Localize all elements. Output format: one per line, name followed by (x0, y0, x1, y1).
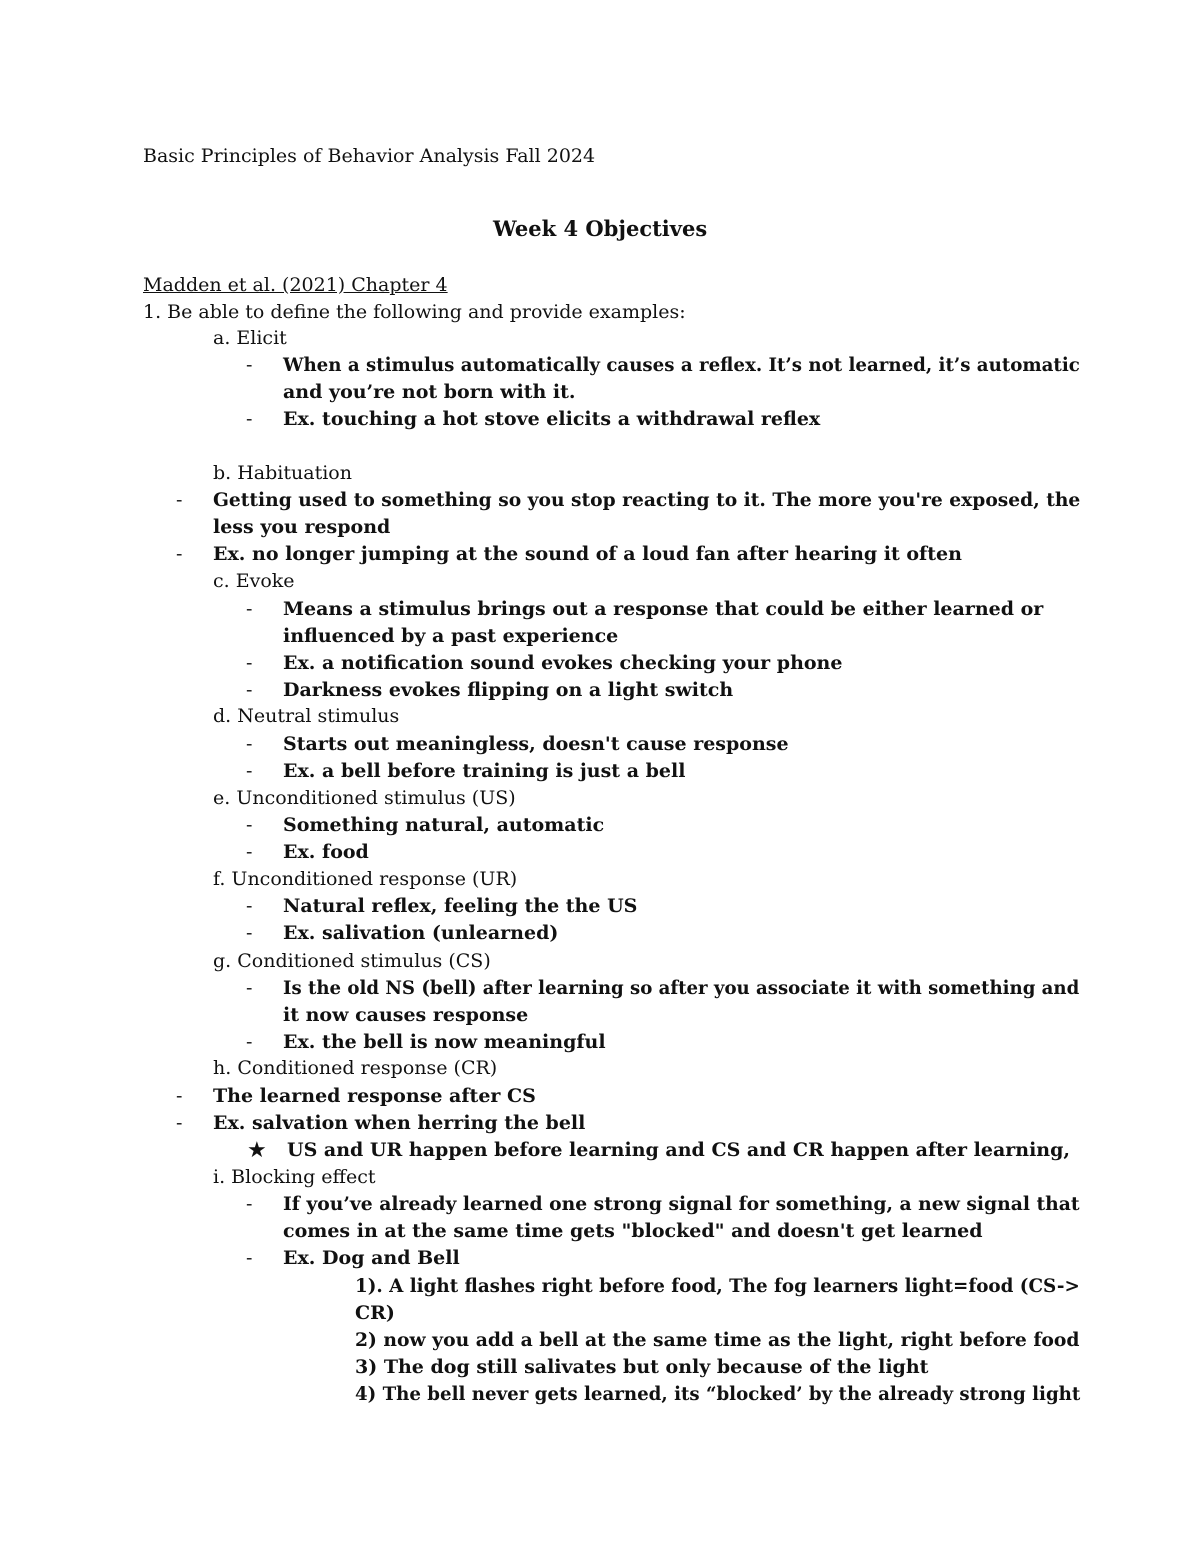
term-h-note: US and UR happen before learning and CS and CR happen after learning, (287, 1139, 1071, 1161)
blocking-step: 4) The bell never gets learned, its “blocked’ by the already strong light (355, 1383, 1081, 1405)
term-e-example: Ex. food (283, 841, 369, 863)
bullet-dash: - (176, 1085, 183, 1107)
bullet-dash: - (246, 1247, 253, 1269)
term-c-label: c. Evoke (213, 570, 295, 592)
term-a-definition: When a stimulus automatically causes a reflex. It’s not learned, it’s automatic (283, 354, 1080, 376)
term-b-definition: Getting used to something so you stop reacting to it. The more you're exposed, the (213, 489, 1081, 511)
blocking-step: CR) (355, 1302, 395, 1324)
term-b-label: b. Habituation (213, 462, 352, 484)
bullet-dash: - (246, 895, 253, 917)
term-c-definition-cont: influenced by a past experience (283, 625, 619, 647)
term-f-example: Ex. salivation (unlearned) (283, 922, 559, 944)
blocking-step: 3) The dog still salivates but only because of the light (355, 1356, 929, 1378)
bullet-dash: - (246, 922, 253, 944)
bullet-dash: - (246, 354, 253, 376)
bullet-dash: - (246, 733, 253, 755)
objective-1: 1. Be able to define the following and provide examples: (143, 301, 686, 323)
term-a-example: Ex. touching a hot stove elicits a withdrawal reflex (283, 408, 821, 430)
term-d-label: d. Neutral stimulus (213, 705, 400, 727)
term-d-example: Ex. a bell before training is just a bell (283, 760, 686, 782)
blocking-step: 2) now you add a bell at the same time as the light, right before food (355, 1329, 1080, 1351)
bullet-dash: - (246, 1193, 253, 1215)
bullet-dash: - (246, 977, 253, 999)
term-g-definition-cont: it now causes response (283, 1004, 529, 1026)
term-b-example: Ex. no longer jumping at the sound of a loud fan after hearing it often (213, 543, 962, 565)
source-reference: Madden et al. (2021) Chapter 4 (143, 274, 448, 296)
term-c-example-1: Ex. a notification sound evokes checking your phone (283, 652, 843, 674)
term-i-example: Ex. Dog and Bell (283, 1247, 460, 1269)
term-f-label: f. Unconditioned response (UR) (213, 868, 518, 890)
bullet-dash: - (246, 814, 253, 836)
term-e-definition: Something natural, automatic (283, 814, 605, 836)
blocking-step: 1). A light flashes right before food, The fog learners light=food (CS-> (355, 1275, 1080, 1297)
term-h-example: Ex. salvation when herring the bell (213, 1112, 586, 1134)
term-g-definition: Is the old NS (bell) after learning so after you associate it with something and (283, 977, 1080, 999)
term-f-definition: Natural reflex, feeling the the US (283, 895, 638, 917)
term-i-label: i. Blocking effect (213, 1166, 376, 1188)
term-c-example-2: Darkness evokes flipping on a light switch (283, 679, 734, 701)
star-icon: ★ (247, 1138, 267, 1163)
bullet-dash: - (246, 841, 253, 863)
term-b-definition-cont: less you respond (213, 516, 391, 538)
bullet-dash: - (176, 543, 183, 565)
bullet-dash: - (246, 598, 253, 620)
page-title: Week 4 Objectives (493, 216, 708, 241)
term-c-definition: Means a stimulus brings out a response that could be either learned or (283, 598, 1044, 620)
bullet-dash: - (176, 489, 183, 511)
term-d-definition: Starts out meaningless, doesn't cause response (283, 733, 789, 755)
bullet-dash: - (246, 679, 253, 701)
course-header: Basic Principles of Behavior Analysis Fall 2024 (143, 145, 596, 167)
bullet-dash: - (246, 652, 253, 674)
term-g-label: g. Conditioned stimulus (CS) (213, 950, 491, 972)
term-g-example: Ex. the bell is now meaningful (283, 1031, 606, 1053)
term-i-definition-cont: comes in at the same time gets "blocked" and doesn't get learned (283, 1220, 983, 1242)
bullet-dash: - (246, 1031, 253, 1053)
bullet-dash: - (246, 408, 253, 430)
term-e-label: e. Unconditioned stimulus (US) (213, 787, 516, 809)
bullet-dash: - (246, 760, 253, 782)
term-h-definition: The learned response after CS (213, 1085, 536, 1107)
term-h-label: h. Conditioned response (CR) (213, 1057, 498, 1079)
term-a-label: a. Elicit (213, 327, 287, 349)
bullet-dash: - (176, 1112, 183, 1134)
term-a-definition-cont: and you’re not born with it. (283, 381, 576, 403)
term-i-definition: If you’ve already learned one strong signal for something, a new signal that (283, 1193, 1080, 1215)
